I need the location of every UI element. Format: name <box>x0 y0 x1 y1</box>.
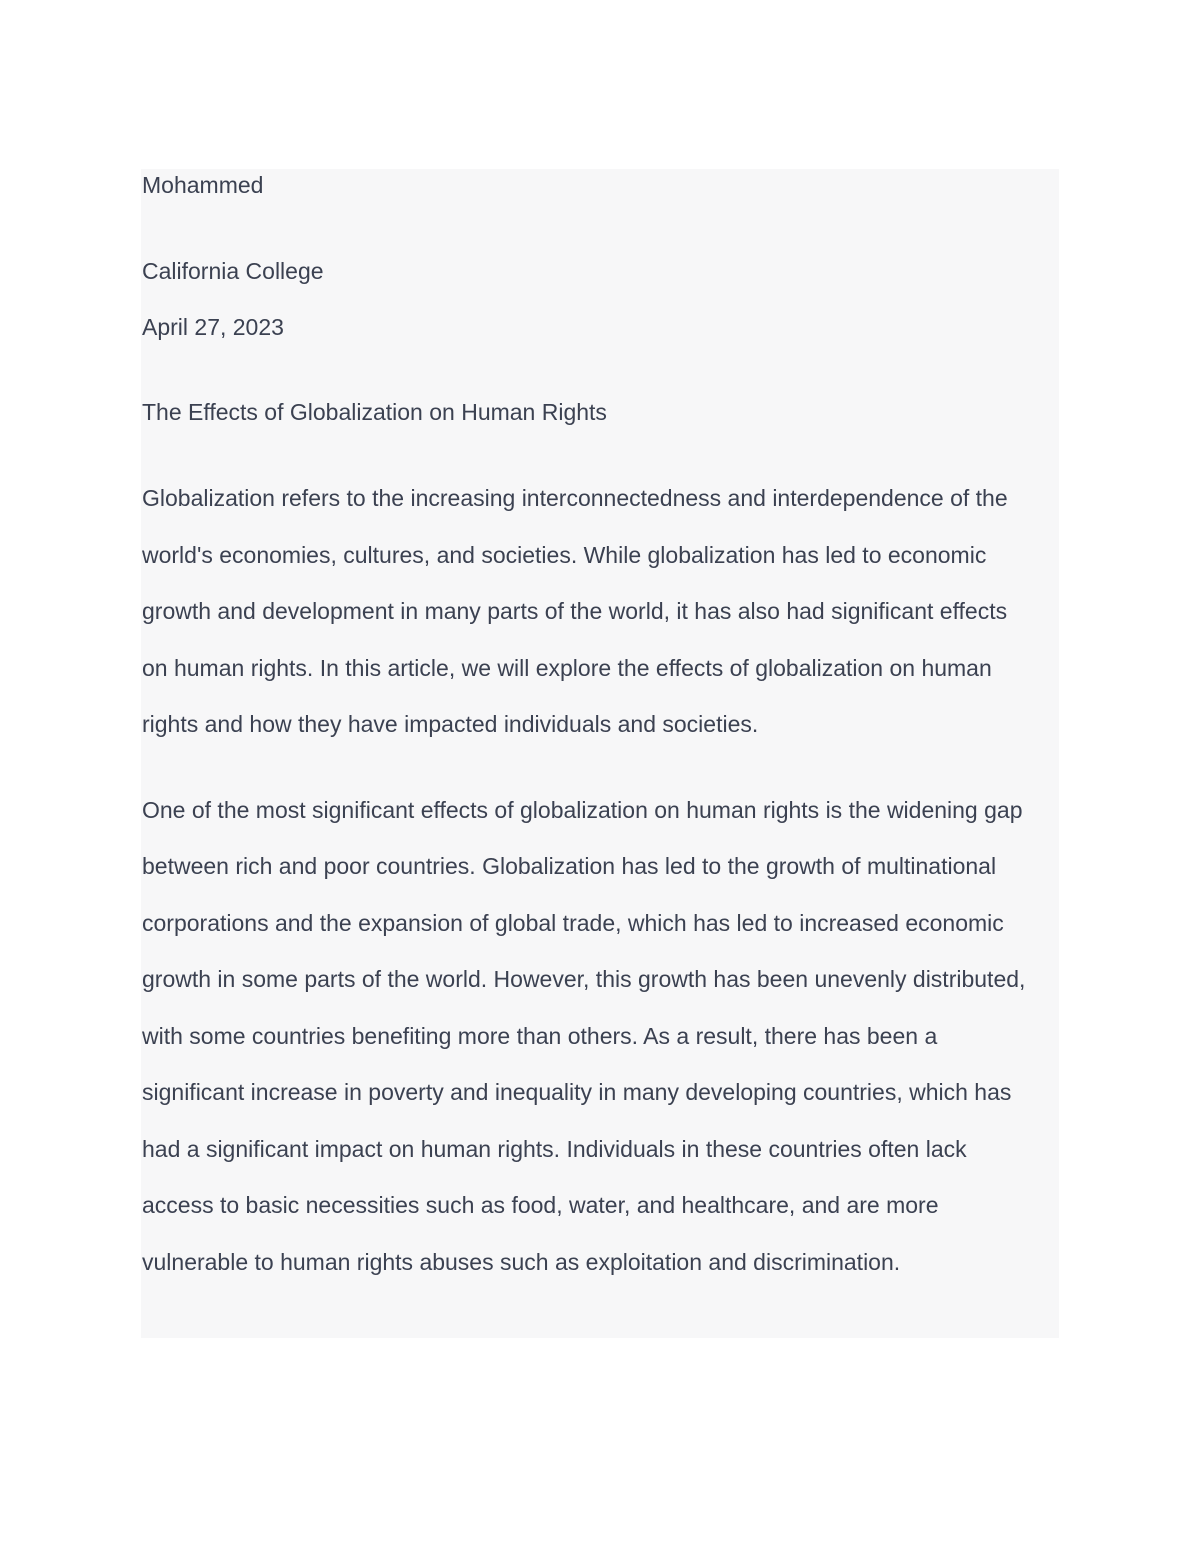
paragraph-line: rights and how they have impacted individuals and societies. <box>142 711 759 737</box>
paragraph-line: had a significant impact on human rights. Individuals in these countries often lack <box>142 1136 967 1162</box>
document-date: April 27, 2023 <box>142 314 284 340</box>
paragraph-line: with some countries benefiting more than others. As a result, there has been a <box>142 1023 938 1049</box>
paragraph-line: growth in some parts of the world. However, this growth has been unevenly distributed, <box>142 966 1026 992</box>
paragraph-line: One of the most significant effects of globalization on human rights is the widening gap <box>142 797 1023 823</box>
paragraph-line: significant increase in poverty and inequality in many developing countries, which has <box>142 1079 1012 1105</box>
institution-name: California College <box>142 258 324 284</box>
author-name: Mohammed <box>142 172 264 198</box>
paragraph-line: growth and development in many parts of the world, it has also had significant effects <box>142 598 1008 624</box>
paragraph-line: world's economies, cultures, and societies. While globalization has led to economic <box>142 542 987 568</box>
paragraph-line: on human rights. In this article, we will explore the effects of globalization on human <box>142 655 992 681</box>
paragraph-line: vulnerable to human rights abuses such as exploitation and discrimination. <box>142 1249 901 1275</box>
paragraph-line: between rich and poor countries. Globalization has led to the growth of multinational <box>142 853 997 879</box>
paragraph-line: corporations and the expansion of global trade, which has led to increased economic <box>142 910 1004 936</box>
paragraph-line: Globalization refers to the increasing interconnectedness and interdependence of the <box>142 485 1008 511</box>
document-title: The Effects of Globalization on Human Rights <box>142 399 607 425</box>
paragraph-line: access to basic necessities such as food, water, and healthcare, and are more <box>142 1192 939 1218</box>
